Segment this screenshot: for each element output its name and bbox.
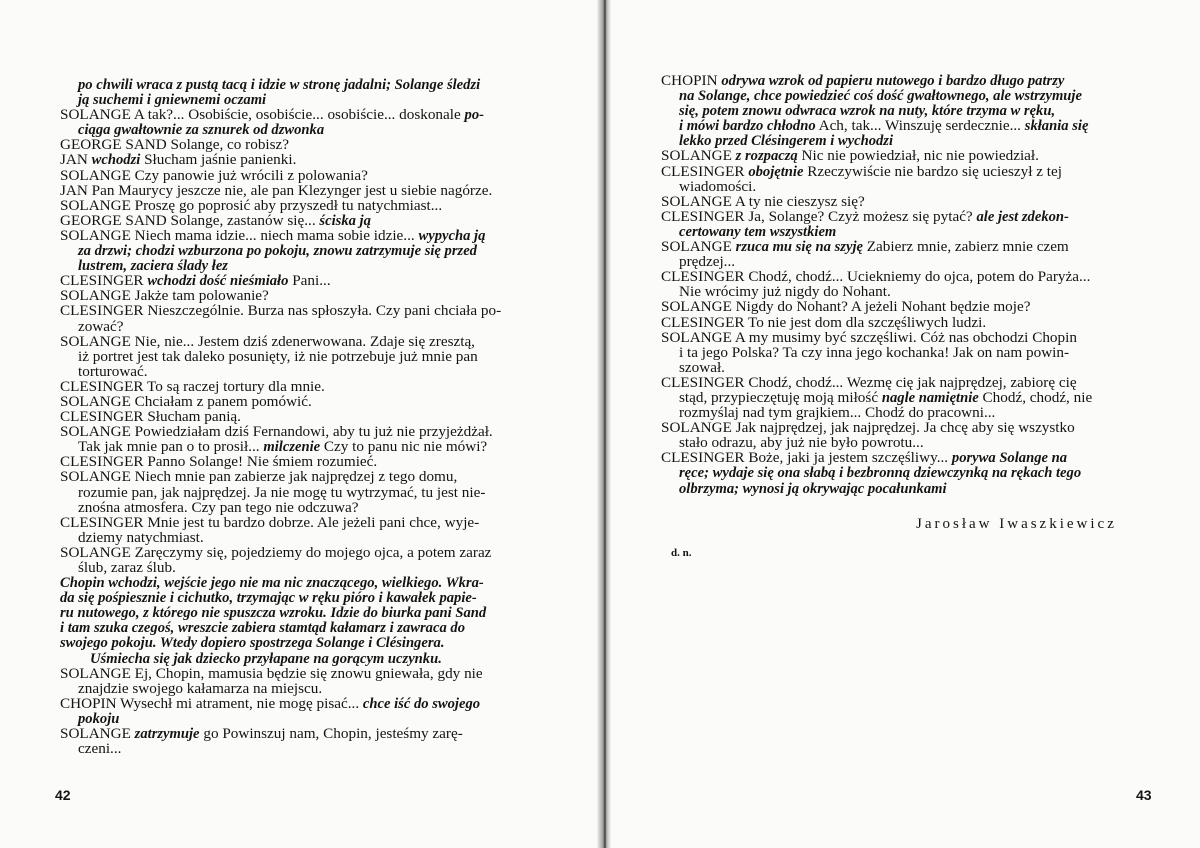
stage-direction: lekko przed Clésingerem i wychodzi bbox=[679, 133, 894, 150]
dialogue-text: CLESINGER bbox=[661, 162, 749, 180]
text-line bbox=[661, 345, 1143, 360]
text-line bbox=[60, 107, 538, 122]
text-line bbox=[661, 148, 1143, 163]
text-line bbox=[60, 92, 538, 107]
text-line bbox=[60, 469, 538, 484]
text-line bbox=[60, 228, 538, 243]
left-page bbox=[0, 0, 597, 848]
dialogue-text: GEORGE SAND Solange, co robisz? bbox=[60, 136, 290, 154]
dialogue-text: znajdzie swojego kałamarza na miejscu. bbox=[78, 679, 323, 697]
stage-direction: ciąga gwałtownie za sznurek od dzwonka bbox=[78, 122, 325, 139]
dialogue-text: znośna atmosfera. Czy pan tego nie odczuwa? bbox=[78, 498, 359, 516]
text-line bbox=[661, 375, 1143, 390]
dialogue-text: SOLANGE A ty nie cieszysz się? bbox=[661, 192, 865, 210]
dialogue-text: Zabierz mnie, zabierz mnie czem bbox=[862, 238, 1069, 256]
text-line bbox=[661, 481, 1143, 496]
dialogue-text: SOLANGE Ej, Chopin, mamusia będzie się znowu gniewała, gdy nie bbox=[60, 664, 483, 682]
dialogue-text: CLESINGER Panno Solange! Nie śmiem rozumieć. bbox=[60, 453, 378, 471]
dialogue-text: Tak jak mnie pan o to prosił... bbox=[78, 438, 264, 456]
text-line bbox=[60, 620, 538, 635]
dialogue-text: SOLANGE bbox=[661, 147, 736, 165]
dialogue-text: CLESINGER To są raczej tortury dla mnie. bbox=[60, 377, 325, 395]
dialogue-text: CLESINGER Ja, Solange? Czyż możesz się pytać? bbox=[661, 207, 977, 225]
dialogue-text: wiadomości. bbox=[679, 177, 757, 195]
dialogue-text: CLESINGER Nieszczególnie. Burza nas spłoszyła. Czy pani chciała po- bbox=[60, 302, 502, 320]
stage-direction: za drzwi; chodzi wzburzona po pokoju, znowu zatrzymuje się przed bbox=[78, 243, 477, 260]
text-line bbox=[661, 269, 1143, 284]
stage-direction: porywa Solange na bbox=[951, 450, 1068, 467]
dialogue-text: CLESINGER bbox=[60, 272, 148, 290]
text-line bbox=[60, 409, 538, 424]
dialogue-text: SOLANGE bbox=[60, 725, 135, 743]
dialogue-text: stało odrazu, aby już nie było powrotu... bbox=[679, 434, 924, 452]
dialogue-text: Nic nie powiedział, nic nie powiedział. bbox=[797, 147, 1039, 165]
text-line bbox=[60, 334, 538, 349]
dialogue-text: zować? bbox=[78, 317, 124, 335]
text-line bbox=[60, 590, 538, 605]
dialogue-text: SOLANGE Niech mnie pan zabierze jak najprędzej z tego domu, bbox=[60, 468, 458, 486]
dialogue-text: iż portret jest tak daleko posunięty, iż nie potrzebuje już mnie pan bbox=[78, 347, 478, 365]
dialogue-text: JAN bbox=[60, 151, 92, 169]
text-line bbox=[661, 179, 1143, 194]
text-line bbox=[661, 315, 1143, 330]
right-page bbox=[611, 0, 1200, 848]
stage-direction: po- bbox=[464, 107, 484, 124]
text-line bbox=[661, 118, 1143, 133]
stage-direction: obojętnie bbox=[748, 163, 804, 180]
text-line bbox=[60, 137, 538, 152]
stage-direction: chce iść do swojego bbox=[362, 695, 481, 712]
dialogue-text: SOLANGE A tak?... Osobiście, osobiście... osobiście... doskonale bbox=[60, 106, 465, 124]
dialogue-text: stąd, przypieczętuję moją miłość bbox=[679, 388, 882, 406]
text-line bbox=[661, 239, 1143, 254]
text-line bbox=[60, 696, 538, 711]
text-line bbox=[60, 500, 538, 515]
dialogue-text: SOLANGE bbox=[661, 238, 736, 256]
dialogue-text: czeni... bbox=[78, 740, 122, 758]
text-line bbox=[60, 651, 538, 666]
left-page-text bbox=[60, 77, 538, 756]
text-line bbox=[661, 73, 1143, 88]
text-line bbox=[60, 575, 538, 590]
text-line bbox=[661, 390, 1143, 405]
text-line bbox=[661, 405, 1143, 420]
text-line bbox=[60, 198, 538, 213]
right-page-text bbox=[661, 73, 1143, 496]
dialogue-text: CLESINGER Chodź, chodź... Uciekniemy do ojca, potem do Paryża... bbox=[661, 268, 1091, 286]
dialogue-text: Pani... bbox=[288, 272, 331, 290]
text-line bbox=[661, 299, 1143, 314]
dialogue-text: i ta jego Polska? Ta czy inna jego kochanka! Jak on nam powin- bbox=[679, 343, 1070, 361]
dialogue-text: SOLANGE Jakże tam polowanie? bbox=[60, 287, 269, 305]
text-line bbox=[60, 545, 538, 560]
dialogue-text: SOLANGE Jak najprędzej, jak najprędzej. Ja chcę aby się wszystko bbox=[661, 419, 1075, 437]
author-signature: Jarosław Iwaszkiewicz bbox=[916, 516, 1117, 532]
text-line bbox=[661, 224, 1143, 239]
dialogue-text: JAN Pan Maurycy jeszcze nie, ale pan Klezynger jest u siebie nagórze. bbox=[60, 181, 493, 199]
dialogue-text: go Powinszuj nam, Chopin, jesteśmy zarę- bbox=[199, 725, 463, 743]
stage-direction: zatrzymuje bbox=[134, 726, 200, 743]
text-line bbox=[60, 379, 538, 394]
dialogue-text: SOLANGE A my musimy być szczęśliwi. Cóż nas obchodzi Chopin bbox=[661, 328, 1077, 346]
stage-direction: na Solange, chce powiedzieć coś dość gwałtownego, ale wstrzymuje bbox=[679, 88, 1082, 105]
stage-direction: certowany tem wszystkiem bbox=[679, 223, 837, 240]
dialogue-text: CLESINGER Boże, jaki ja jestem szczęśliwy... bbox=[661, 449, 952, 467]
dialogue-text: SOLANGE Proszę go poprosić aby przyszedł tu natychmiast... bbox=[60, 196, 443, 214]
stage-direction: skłania się bbox=[1024, 118, 1089, 135]
text-line bbox=[60, 152, 538, 167]
stage-direction: rzuca mu się na szyję bbox=[735, 239, 863, 256]
text-line bbox=[60, 394, 538, 409]
dialogue-text: rozmyślaj nad tym grajkiem... Chodź do pracowni... bbox=[679, 404, 996, 422]
text-line bbox=[60, 349, 538, 364]
dialogue-text: CHOPIN Wysechł mi atrament, nie mogę pisać... bbox=[60, 694, 363, 712]
text-line bbox=[60, 303, 538, 318]
text-line bbox=[60, 258, 538, 273]
dialogue-text: szował. bbox=[679, 358, 725, 376]
text-line bbox=[60, 711, 538, 726]
stage-direction: i mówi bardzo chłodno bbox=[679, 118, 816, 135]
dialogue-text: SOLANGE Chciałam z panem pomówić. bbox=[60, 392, 312, 410]
stage-direction: ją suchemi i gniewnemi oczami bbox=[78, 92, 267, 109]
dialogue-text: SOLANGE Niech mama idzie... niech mama sobie idzie... bbox=[60, 226, 419, 244]
gutter-shadow-line bbox=[604, 0, 605, 848]
dialogue-text: GEORGE SAND Solange, zastanów się... bbox=[60, 211, 320, 229]
text-line bbox=[60, 666, 538, 681]
stage-direction: da się pośpiesznie i cichutko, trzymając w ręku pióro i kawałek papie- bbox=[60, 590, 477, 607]
stage-direction: ręce; wydaje się ona słabą i bezbronną dziewczynką na rękach tego bbox=[679, 465, 1082, 482]
dialogue-text: Chodź, chodź, nie bbox=[978, 388, 1093, 406]
stage-direction: z rozpaczą bbox=[735, 148, 798, 165]
text-line bbox=[60, 560, 538, 575]
right-page-number: 43 bbox=[1136, 787, 1152, 803]
dialogue-text: CLESINGER Słucham panią. bbox=[60, 408, 241, 426]
dialogue-text: SOLANGE Powiedziałam dziś Fernandowi, aby tu już nie przyjeżdżał. bbox=[60, 423, 493, 441]
text-line bbox=[60, 122, 538, 137]
dialogue-text: rozumie pan, jak najprędzej. Ja nie mogę tu wytrzymać, tu jest nie- bbox=[78, 483, 486, 501]
stage-direction: ru nutowego, z którego nie spuszcza wzroku. Idzie do biurka pani Sand bbox=[60, 605, 487, 622]
text-line bbox=[60, 243, 538, 258]
text-line bbox=[60, 726, 538, 741]
dialogue-text: ślub, zaraz ślub. bbox=[78, 559, 176, 576]
dialogue-text: prędzej... bbox=[679, 253, 736, 271]
text-line bbox=[60, 364, 538, 379]
stage-direction: Chopin wchodzi, wejście jego nie ma nic znaczącego, wielkiego. Wkra- bbox=[60, 575, 484, 592]
stage-direction: i tam szuka czegoś, wreszcie zabiera stamtąd kałamarz i zawraca do bbox=[60, 620, 465, 637]
dialogue-text: torturować. bbox=[78, 362, 148, 380]
dialogue-text: Słucham jaśnie panienki. bbox=[140, 151, 297, 169]
text-line bbox=[60, 605, 538, 620]
stage-direction: pokoju bbox=[78, 710, 120, 727]
stage-direction: wypycha ją bbox=[418, 227, 486, 244]
text-line bbox=[661, 450, 1143, 465]
text-line bbox=[60, 213, 538, 228]
stage-direction: milczenie bbox=[263, 439, 321, 456]
text-line bbox=[60, 183, 538, 198]
stage-direction: po chwili wraca z pustą tacą i idzie w stronę jadalni; Solange śledzi bbox=[78, 77, 481, 93]
text-line bbox=[60, 424, 538, 439]
text-line bbox=[60, 454, 538, 469]
stage-direction: swojego pokoju. Wtedy dopiero spostrzega Solange i Clésingera. bbox=[60, 635, 445, 652]
text-line bbox=[661, 420, 1143, 435]
text-line bbox=[60, 273, 538, 288]
text-line bbox=[661, 465, 1143, 480]
stage-direction: ale jest zdekon- bbox=[976, 208, 1069, 225]
text-line bbox=[661, 164, 1143, 179]
dialogue-text: Nie wrócimy już nigdy do Nohant. bbox=[679, 283, 891, 301]
text-line bbox=[60, 515, 538, 530]
dialogue-text: SOLANGE Czy panowie już wrócili z polowania? bbox=[60, 166, 368, 184]
dialogue-text: Rzeczywiście nie bardzo się ucieszył z tej bbox=[803, 162, 1062, 180]
text-line bbox=[60, 168, 538, 183]
dialogue-text: dziemy natychmiast. bbox=[78, 528, 204, 546]
text-line bbox=[60, 485, 538, 500]
text-line bbox=[60, 77, 538, 92]
stage-direction: lustrem, zaciera ślady łez bbox=[78, 258, 228, 275]
text-line bbox=[661, 254, 1143, 269]
dialogue-text: Czy to panu nic nie mówi? bbox=[320, 438, 488, 456]
dialogue-text: CLESINGER Mnie jest tu bardzo dobrze. Ale jeżeli pani chce, wyje- bbox=[60, 513, 480, 531]
stage-direction: wchodzi bbox=[91, 152, 141, 169]
stage-direction: wchodzi dość nieśmiało bbox=[147, 273, 289, 290]
text-line bbox=[60, 741, 538, 756]
dialogue-text: SOLANGE Nie, nie... Jestem dziś zdenerwowana. Zdaje się zresztą, bbox=[60, 332, 475, 350]
dialogue-text: CLESINGER Chodź, chodź... Wezmę cię jak najprędzej, zabiorę cię bbox=[661, 373, 1077, 391]
stage-direction: Uśmiecha się jak dziecko przyłapane na gorącym uczynku. bbox=[90, 650, 442, 667]
text-line bbox=[60, 530, 538, 545]
text-line bbox=[661, 88, 1143, 103]
text-line bbox=[661, 194, 1143, 209]
text-line bbox=[60, 681, 538, 696]
text-line bbox=[661, 360, 1143, 375]
text-line bbox=[60, 635, 538, 650]
text-line bbox=[661, 209, 1143, 224]
dialogue-text: Ach, tak... Winszuję serdecznie... bbox=[815, 117, 1025, 135]
stage-direction: odrywa wzrok od papieru nutowego i bardzo długo patrzy bbox=[721, 73, 1065, 89]
stage-direction: się, potem znowu odwraca wzrok na nuty, które trzyma w ręku, bbox=[679, 103, 1056, 120]
text-line bbox=[661, 284, 1143, 299]
text-line bbox=[661, 103, 1143, 118]
text-line bbox=[60, 288, 538, 303]
left-page-number: 42 bbox=[55, 787, 71, 803]
text-line bbox=[661, 435, 1143, 450]
text-line bbox=[60, 439, 538, 454]
dialogue-text: CHOPIN bbox=[661, 72, 722, 89]
stage-direction: olbrzyma; wynosi ją okrywając pocałunkami bbox=[679, 480, 947, 497]
stage-direction: nagle namiętnie bbox=[881, 389, 979, 406]
dialogue-text: CLESINGER To nie jest dom dla szczęśliwych ludzi. bbox=[661, 313, 987, 331]
stage-direction: ściska ją bbox=[319, 212, 371, 229]
text-line bbox=[60, 319, 538, 334]
text-line bbox=[661, 133, 1143, 148]
continued-note: d. n. bbox=[671, 547, 692, 559]
dialogue-text: SOLANGE Zaręczymy się, pojedziemy do mojego ojca, a potem zaraz bbox=[60, 543, 492, 561]
dialogue-text: SOLANGE Nigdy do Nohant? A jeżeli Nohant będzie moje? bbox=[661, 298, 1031, 316]
text-line bbox=[661, 330, 1143, 345]
